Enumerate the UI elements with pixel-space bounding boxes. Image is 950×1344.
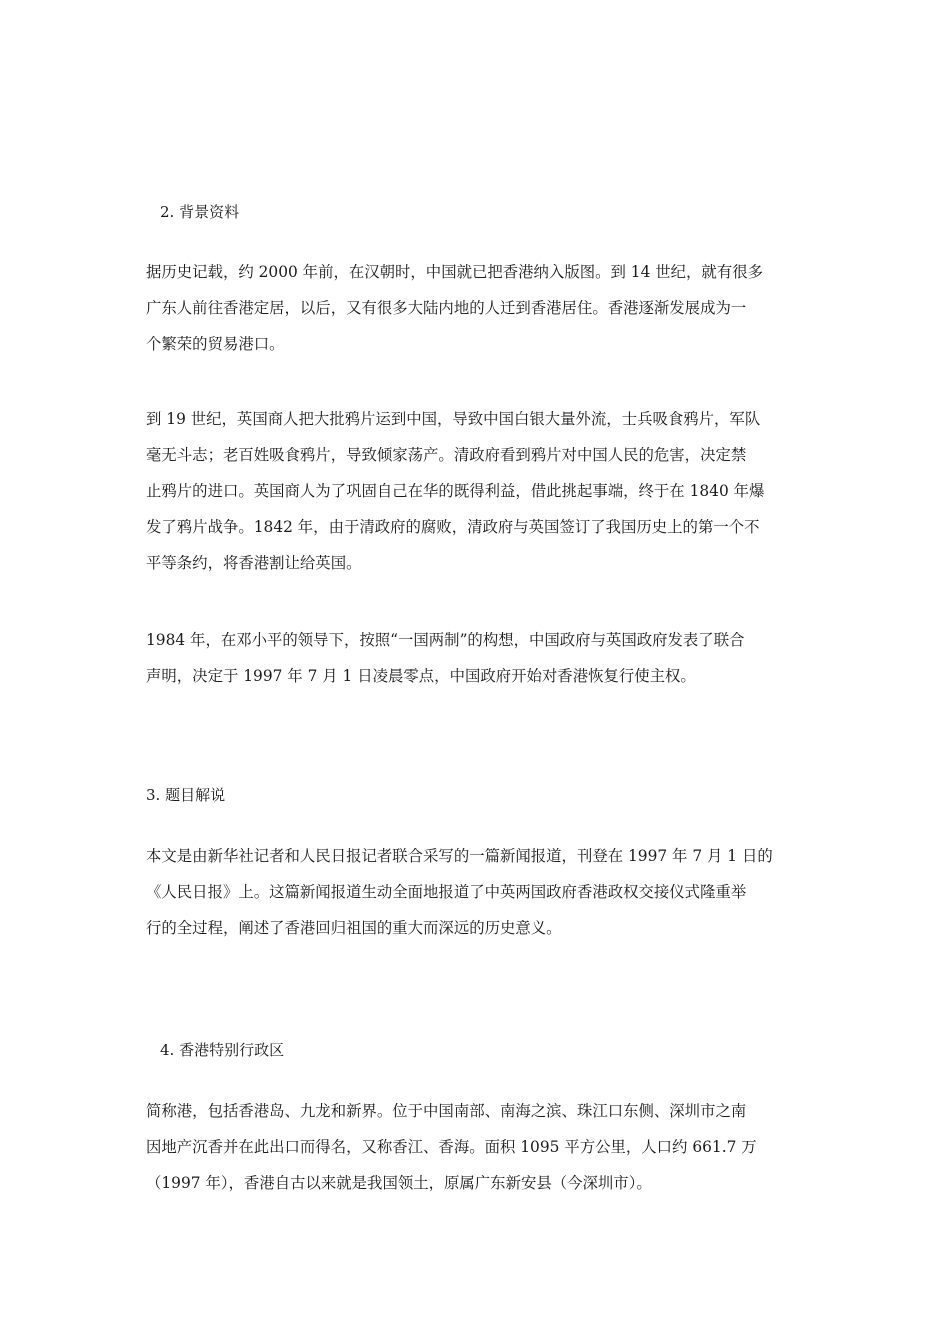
text-line: 据历史记载，约 2000 年前，在汉朝时，中国就已把香港纳入版图。到 14 世纪，就有很多	[146, 263, 763, 281]
section-heading-background: 2. 背景资料	[160, 203, 240, 221]
paragraph-history-record	[146, 254, 810, 362]
paragraph-hong-kong-sar	[146, 1093, 810, 1201]
text-line: 毫无斗志；老百姓吸食鸦片，导致倾家荡产。清政府看到鸦片对中国人民的危害，决定禁	[146, 446, 747, 464]
text-line: 本文是由新华社记者和人民日报记者联合采写的一篇新闻报道，刊登在 1997 年 7 月 1 日的	[146, 847, 773, 865]
text-line: 广东人前往香港定居，以后，又有很多大陆内地的人迁到香港居住。香港逐渐发展成为一	[146, 299, 747, 317]
text-line: 发了鸦片战争。1842 年，由于清政府的腐败，清政府与英国签订了我国历史上的第一个不	[146, 518, 760, 536]
paragraph-opium-war	[146, 401, 810, 581]
text-line: 到 19 世纪，英国商人把大批鸦片运到中国，导致中国白银大量外流，士兵吸食鸦片，军队	[146, 410, 761, 428]
paragraph-joint-declaration	[146, 622, 810, 694]
section-heading-hong-kong-sar: 4. 香港特别行政区	[160, 1041, 285, 1059]
text-line: 1984 年，在邓小平的领导下，按照“一国两制”的构想，中国政府与英国政府发表了联合	[146, 631, 745, 649]
section-heading-title-explanation: 3. 题目解说	[146, 786, 226, 804]
text-line: （1997 年），香港自古以来就是我国领土，原属广东新安县（今深圳市）。	[146, 1174, 652, 1192]
paragraph-title-explanation	[146, 838, 810, 946]
text-line: 简称港，包括香港岛、九龙和新界。位于中国南部、南海之滨、珠江口东侧、深圳市之南	[146, 1102, 747, 1120]
text-line: 行的全过程，阐述了香港回归祖国的重大而深远的历史意义。	[146, 919, 562, 937]
text-line: 止鸦片的进口。英国商人为了巩固自己在华的既得利益，借此挑起事端，终于在 1840 年爆	[146, 482, 765, 500]
text-line: 个繁荣的贸易港口。	[146, 335, 285, 353]
text-line: 因地产沉香并在此出口而得名，又称香江、香海。面积 1095 平方公里，人口约 661.7 万	[146, 1138, 757, 1156]
text-line: 平等条约，将香港割让给英国。	[146, 554, 362, 572]
text-line: 《人民日报》上。这篇新闻报道生动全面地报道了中英两国政府香港政权交接仪式隆重举	[146, 883, 747, 901]
text-line: 声明，决定于 1997 年 7 月 1 日凌晨零点，中国政府开始对香港恢复行使主权。	[146, 667, 696, 685]
